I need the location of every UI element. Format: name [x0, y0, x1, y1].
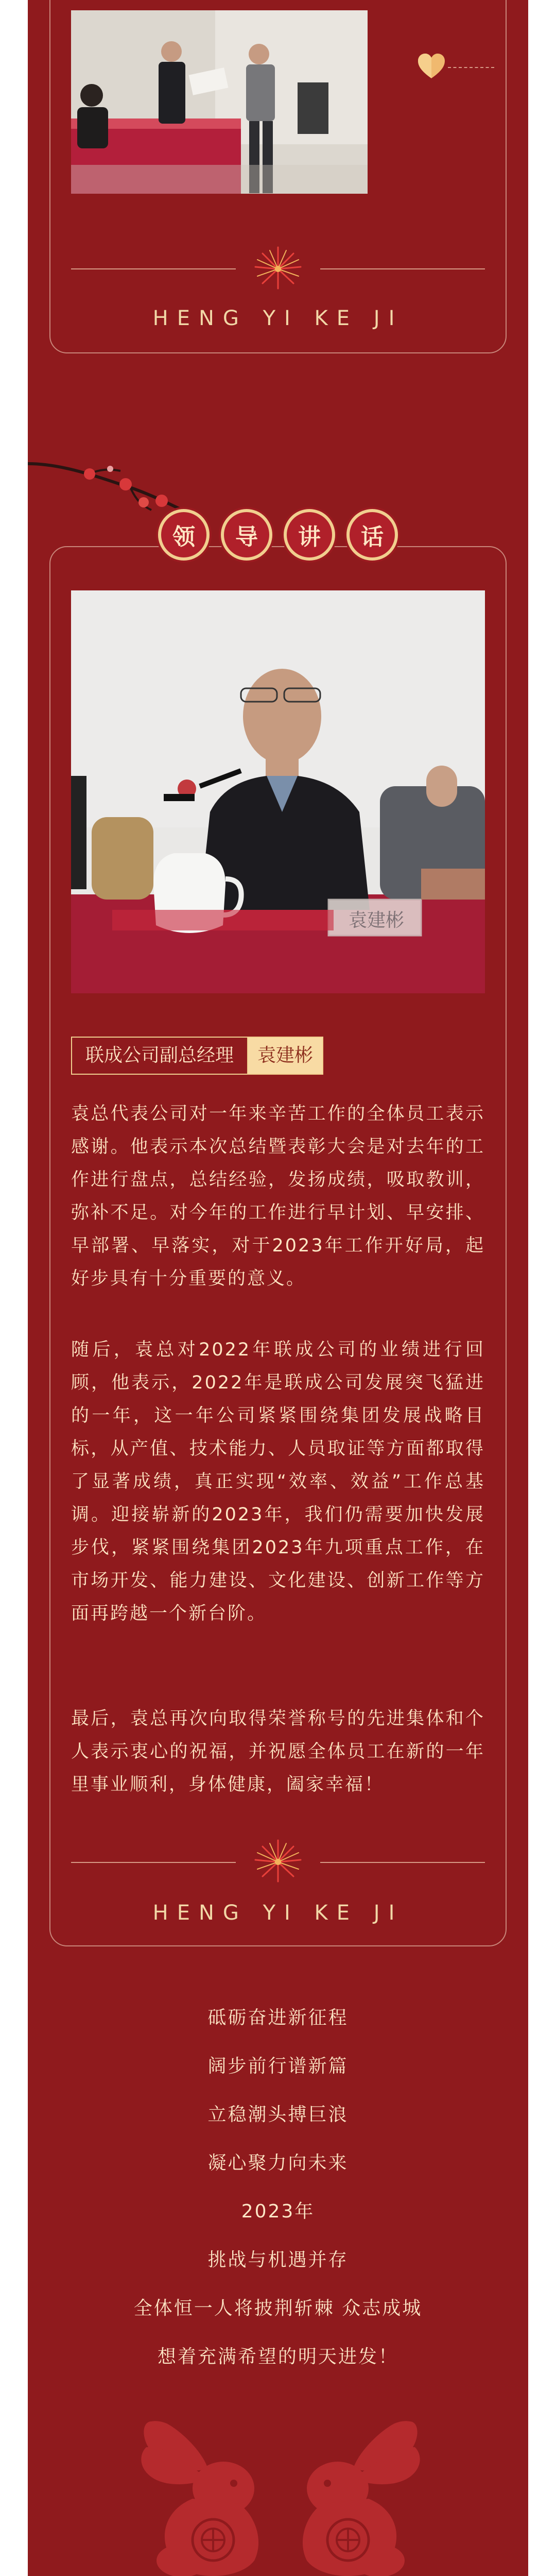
divider-line-right-2: [320, 1862, 485, 1863]
divider-line-right-1: [320, 268, 485, 269]
title-char-2: 导: [221, 509, 272, 561]
speech-paragraph-2: 随后，袁总对2022年联成公司的业绩进行回顾，他表示，2022年是联成公司发展突飞猛进的一年，这一年公司紧紧围绕集团发展战略目标，从产值、技术能力、人员取证等方面都取得了显著成绩，真正实现“效率、效益”工作总基调。迎接崭新的2023年，我们仍需要加快发展步伐，紧紧围绕集团2023年九项重点工作，在市场开发、能力建设、文化建设、创新工作等方面再跨越一个新台阶。: [71, 1340, 485, 1624]
slogan-line-7: 全体恒一人将披荆斩棘 众志成城: [133, 2298, 423, 2319]
speech-paragraph-3: 最后，袁总再次向取得荣誉称号的先进集体和个人表示衷心的祝福，并祝愿全体员工在新的一年里事业顺利，身体健康，阖家幸福！: [71, 1708, 485, 1795]
rabbit-papercut-right: [281, 2411, 425, 2576]
title-char-4: 话: [346, 509, 398, 561]
firework-icon: [247, 242, 309, 294]
article-page: [28, 0, 528, 2576]
slogan-line-4: 凝心聚力向未来: [207, 2153, 349, 2174]
speaker-photo: [71, 590, 485, 993]
slogan-line-8: 想着充满希望的明天进发！: [157, 2346, 398, 2367]
speech-paragraph-1: 袁总代表公司对一年来辛苦工作的全体员工表示感谢。他表示本次总结暨表彰大会是对去年的工作进行盘点，总结经验，发扬成绩，吸取教训，弥补不足。对今年的工作进行早计划、早安排、早部署、早落实，对于2023年工作开好局，起好步具有十分重要的意义。: [71, 1104, 485, 1289]
firework-icon: [247, 1835, 309, 1887]
footer-brand-1: HENG YI KE JI: [152, 307, 404, 330]
rabbit-papercut-left: [136, 2411, 280, 2576]
slogan-line-6: 挑战与机遇并存: [207, 2249, 349, 2270]
speaker-name: 袁建彬: [248, 1037, 323, 1075]
title-char-3: 讲: [284, 509, 335, 561]
divider-line-left-1: [71, 268, 236, 269]
award-photo: [71, 10, 368, 194]
slogan-line-2: 阔步前行谱新篇: [207, 2056, 349, 2077]
heart-icon: [416, 52, 447, 82]
section-title-bar: [154, 504, 401, 566]
slogan-line-3: 立稳潮头搏巨浪: [207, 2104, 349, 2125]
speaker-role: 联成公司副总经理: [71, 1037, 248, 1075]
slogan-line-1: 砥砺奋进新征程: [207, 2007, 349, 2028]
speaker-nameplate: 袁建彬: [348, 910, 404, 931]
heart-dash-line: [448, 67, 494, 69]
slogan-line-5: 2023年: [241, 2201, 315, 2222]
speaker-label: [71, 1037, 323, 1075]
divider-line-left-2: [71, 1862, 236, 1863]
title-char-1: 领: [158, 509, 210, 561]
footer-brand-2: HENG YI KE JI: [152, 1901, 404, 1925]
